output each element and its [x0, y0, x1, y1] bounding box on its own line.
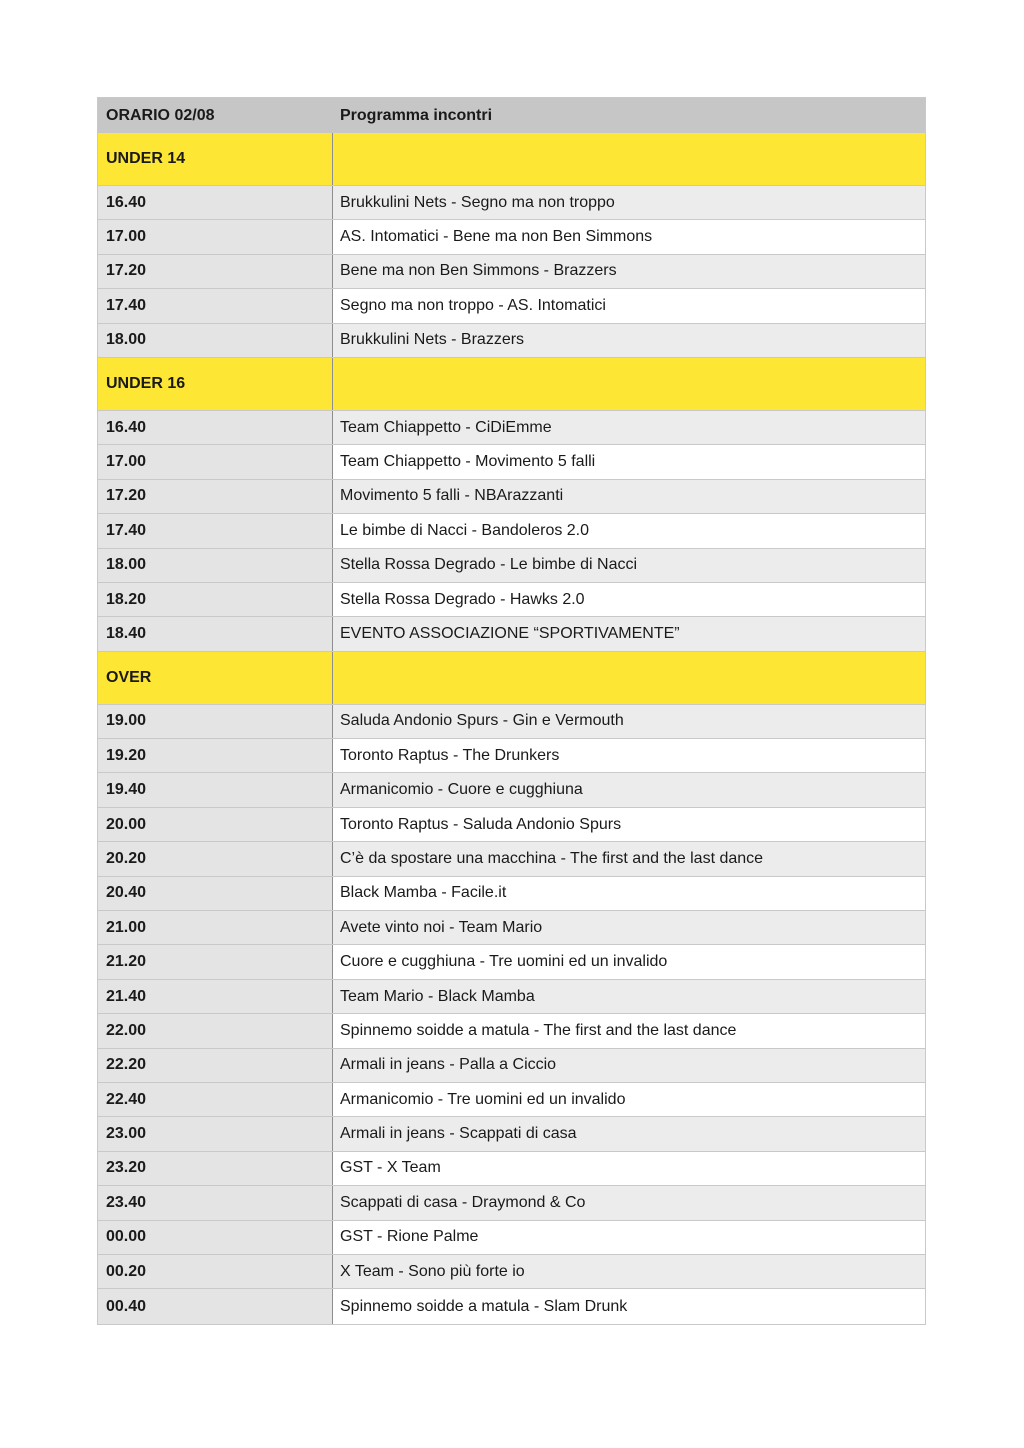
table-row	[98, 445, 925, 479]
match-time: 21.00	[98, 911, 333, 944]
match-time: 17.40	[98, 289, 333, 322]
match-name: Spinnemo soidde a matula - The first and the last dance	[340, 1021, 737, 1039]
match-name: Toronto Raptus - The Drunkers	[340, 746, 560, 764]
match-name: Movimento 5 falli - NBArazzanti	[340, 487, 564, 505]
section-empty-cell	[333, 133, 925, 185]
match-time: 18.00	[98, 549, 333, 582]
match-time: 17.40	[98, 514, 333, 547]
section-title: UNDER 14	[98, 133, 333, 185]
section-empty-cell	[333, 358, 925, 410]
match-time: 16.40	[98, 411, 333, 444]
match-name: Saluda Andonio Spurs - Gin e Vermouth	[340, 712, 624, 730]
table-row	[98, 1221, 925, 1255]
table-row	[98, 877, 925, 911]
match-name: Cuore e cugghiuna - Tre uomini ed un invalido	[340, 953, 668, 971]
section-title: UNDER 16	[98, 358, 333, 410]
match-name: Toronto Raptus - Saluda Andonio Spurs	[340, 815, 622, 833]
match-time: 17.00	[98, 220, 333, 253]
match-time: 19.00	[98, 705, 333, 738]
match-name: GST - X Team	[340, 1159, 441, 1177]
match-name: Stella Rossa Degrado - Hawks 2.0	[340, 590, 585, 608]
section-title: OVER	[98, 652, 333, 704]
match-time: 22.20	[98, 1049, 333, 1082]
match-time: 18.40	[98, 617, 333, 650]
match-name: C’è da spostare una macchina - The first and the last dance	[340, 849, 764, 867]
match-time: 17.00	[98, 445, 333, 478]
table-row	[98, 1186, 925, 1220]
match-name: Brukkulini Nets - Segno ma non troppo	[340, 193, 615, 211]
match-name: Team Chiappetto - Movimento 5 falli	[340, 453, 596, 471]
table-row	[98, 289, 925, 323]
match-name: Bene ma non Ben Simmons - Brazzers	[340, 262, 617, 280]
table-row	[98, 739, 925, 773]
table-row	[98, 186, 925, 220]
match-name: Team Mario - Black Mamba	[340, 987, 535, 1005]
match-name: EVENTO ASSOCIAZIONE “SPORTIVAMENTE”	[340, 624, 680, 642]
table-row	[98, 549, 925, 583]
match-name: Armali in jeans - Palla a Ciccio	[340, 1056, 557, 1074]
time-column-header: ORARIO 02/08	[98, 98, 333, 133]
section-header-row	[98, 358, 925, 411]
schedule-table	[97, 97, 926, 1325]
match-time: 22.00	[98, 1014, 333, 1047]
table-row	[98, 255, 925, 289]
table-row	[98, 220, 925, 254]
match-time: 23.20	[98, 1152, 333, 1185]
table-row	[98, 324, 925, 358]
table-row	[98, 1152, 925, 1186]
match-time: 17.20	[98, 480, 333, 513]
match-time: 21.20	[98, 945, 333, 978]
table-row	[98, 1117, 925, 1151]
match-name: Scappati di casa - Draymond & Co	[340, 1193, 586, 1211]
table-row	[98, 1289, 925, 1323]
match-name: Le bimbe di Nacci - Bandoleros 2.0	[340, 521, 590, 539]
table-body	[98, 133, 925, 1324]
match-name: Segno ma non troppo - AS. Intomatici	[340, 296, 606, 314]
match-name: Armanicomio - Tre uomini ed un invalido	[340, 1090, 626, 1108]
section-empty-cell	[333, 652, 925, 704]
table-row	[98, 980, 925, 1014]
match-name: Stella Rossa Degrado - Le bimbe di Nacci	[340, 556, 638, 574]
match-time: 00.40	[98, 1289, 333, 1323]
table-row	[98, 808, 925, 842]
match-time: 18.20	[98, 583, 333, 616]
table-row	[98, 617, 925, 651]
match-time: 20.40	[98, 877, 333, 910]
match-name: GST - Rione Palme	[340, 1228, 479, 1246]
match-name: Spinnemo soidde a matula - Slam Drunk	[340, 1297, 628, 1315]
table-row	[98, 945, 925, 979]
match-time: 18.00	[98, 324, 333, 357]
match-time: 16.40	[98, 186, 333, 219]
table-row	[98, 480, 925, 514]
program-column-header: Programma incontri	[340, 106, 493, 124]
table-header-row	[98, 98, 925, 133]
table-row	[98, 1255, 925, 1289]
match-time: 00.00	[98, 1221, 333, 1254]
match-time: 20.20	[98, 842, 333, 875]
match-name: Armali in jeans - Scappati di casa	[340, 1125, 577, 1143]
table-row	[98, 583, 925, 617]
section-header-row	[98, 652, 925, 705]
match-time: 21.40	[98, 980, 333, 1013]
match-name: AS. Intomatici - Bene ma non Ben Simmons	[340, 228, 653, 246]
match-time: 17.20	[98, 255, 333, 288]
table-row	[98, 705, 925, 739]
match-time: 23.40	[98, 1186, 333, 1219]
table-row	[98, 842, 925, 876]
table-row	[98, 1014, 925, 1048]
table-row	[98, 514, 925, 548]
match-name: Armanicomio - Cuore e cugghiuna	[340, 781, 583, 799]
match-time: 19.40	[98, 773, 333, 806]
table-row	[98, 911, 925, 945]
match-time: 19.20	[98, 739, 333, 772]
match-name: X Team - Sono più forte io	[340, 1262, 525, 1280]
match-time: 20.00	[98, 808, 333, 841]
match-time: 23.00	[98, 1117, 333, 1150]
match-time: 22.40	[98, 1083, 333, 1116]
match-name: Brukkulini Nets - Brazzers	[340, 331, 525, 349]
table-row	[98, 773, 925, 807]
match-time: 00.20	[98, 1255, 333, 1288]
table-row	[98, 1083, 925, 1117]
section-header-row	[98, 133, 925, 186]
match-name: Team Chiappetto - CiDiEmme	[340, 418, 552, 436]
match-name: Avete vinto noi - Team Mario	[340, 918, 543, 936]
table-row	[98, 411, 925, 445]
table-row	[98, 1049, 925, 1083]
match-name: Black Mamba - Facile.it	[340, 884, 507, 902]
